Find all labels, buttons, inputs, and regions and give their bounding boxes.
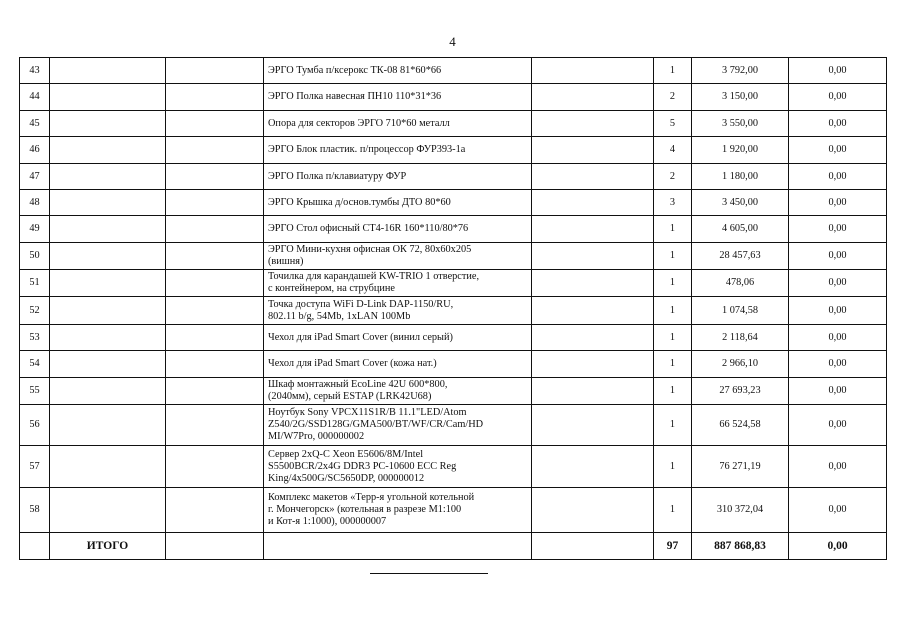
table-row — [20, 164, 887, 190]
empty-cell — [532, 137, 654, 164]
item-residual: 0,00 — [789, 446, 887, 488]
item-quantity: 1 — [654, 351, 692, 378]
item-residual: 0,00 — [789, 58, 887, 84]
total-label: ИТОГО — [50, 533, 166, 560]
table-row — [20, 297, 887, 325]
empty-cell — [532, 488, 654, 533]
empty-cell — [532, 297, 654, 325]
item-residual: 0,00 — [789, 164, 887, 190]
item-sum: 3 150,00 — [692, 84, 789, 111]
item-quantity: 1 — [654, 488, 692, 533]
item-name: Чехол для iPad Smart Cover (винил серый) — [264, 325, 532, 351]
table-row — [20, 488, 887, 533]
total-empty-cell — [20, 533, 50, 560]
empty-cell — [166, 446, 264, 488]
row-number: 43 — [20, 58, 50, 84]
empty-cell — [166, 378, 264, 405]
item-quantity: 1 — [654, 243, 692, 270]
item-name: Комплекс макетов «Терр-я угольной котельной г. Мончегорск» (котельная в разрезе М1:100 и Кот-я 1:1000), 000000007 — [264, 488, 532, 533]
total-residual: 0,00 — [789, 533, 887, 560]
empty-cell — [166, 297, 264, 325]
item-name: ЭРГО Полка п/клавиатуру ФУР — [264, 164, 532, 190]
row-number: 52 — [20, 297, 50, 325]
row-number: 44 — [20, 84, 50, 111]
item-name: ЭРГО Тумба п/ксерокс ТК-08 81*60*66 — [264, 58, 532, 84]
empty-cell — [50, 270, 166, 297]
table-row — [20, 243, 887, 270]
table-row — [20, 378, 887, 405]
item-quantity: 1 — [654, 270, 692, 297]
item-sum: 3 550,00 — [692, 111, 789, 137]
table-row — [20, 270, 887, 297]
item-sum: 1 074,58 — [692, 297, 789, 325]
empty-cell — [532, 325, 654, 351]
empty-cell — [532, 190, 654, 216]
item-residual: 0,00 — [789, 216, 887, 243]
row-number: 50 — [20, 243, 50, 270]
item-sum: 28 457,63 — [692, 243, 789, 270]
table-row — [20, 405, 887, 446]
item-quantity: 4 — [654, 137, 692, 164]
empty-cell — [532, 111, 654, 137]
row-number: 48 — [20, 190, 50, 216]
row-number: 57 — [20, 446, 50, 488]
empty-cell — [166, 111, 264, 137]
item-quantity: 3 — [654, 190, 692, 216]
item-name: Ноутбук Sony VPCX11S1R/B 11.1"LED/Atom Z540/2G/SSD128G/GMA500/BT/WF/CR/Cam/HD MI/W7Pro, 000000002 — [264, 405, 532, 446]
empty-cell — [166, 405, 264, 446]
empty-cell — [50, 164, 166, 190]
item-sum: 3 450,00 — [692, 190, 789, 216]
item-sum: 4 605,00 — [692, 216, 789, 243]
item-name: ЭРГО Полка навесная ПН10 110*31*36 — [264, 84, 532, 111]
empty-cell — [532, 351, 654, 378]
item-residual: 0,00 — [789, 325, 887, 351]
empty-cell — [166, 137, 264, 164]
total-empty-cell — [532, 533, 654, 560]
row-number: 49 — [20, 216, 50, 243]
item-residual: 0,00 — [789, 111, 887, 137]
item-sum: 310 372,04 — [692, 488, 789, 533]
item-residual: 0,00 — [789, 84, 887, 111]
item-quantity: 1 — [654, 58, 692, 84]
item-quantity: 1 — [654, 325, 692, 351]
item-sum: 1 180,00 — [692, 164, 789, 190]
table-row — [20, 58, 887, 84]
table-row — [20, 111, 887, 137]
total-empty-cell — [264, 533, 532, 560]
item-name: Шкаф монтажный EcoLine 42U 600*800, (2040мм), серый ESTAP (LRK42U68) — [264, 378, 532, 405]
empty-cell — [50, 297, 166, 325]
item-quantity: 1 — [654, 216, 692, 243]
total-row — [20, 533, 887, 560]
empty-cell — [166, 190, 264, 216]
item-residual: 0,00 — [789, 351, 887, 378]
item-name: ЭРГО Крышка д/основ.тумбы ДТО 80*60 — [264, 190, 532, 216]
item-name: ЭРГО Блок пластик. п/процессор ФУР393-1а — [264, 137, 532, 164]
empty-cell — [166, 488, 264, 533]
empty-cell — [50, 243, 166, 270]
item-quantity: 2 — [654, 164, 692, 190]
empty-cell — [50, 216, 166, 243]
item-sum: 478,06 — [692, 270, 789, 297]
table-row — [20, 446, 887, 488]
empty-cell — [532, 216, 654, 243]
item-residual: 0,00 — [789, 137, 887, 164]
row-number: 55 — [20, 378, 50, 405]
item-quantity: 1 — [654, 378, 692, 405]
empty-cell — [50, 58, 166, 84]
item-name: Точка доступа WiFi D-Link DAP-1150/RU, 802.11 b/g, 54Mb, 1xLAN 100Mb — [264, 297, 532, 325]
item-sum: 27 693,23 — [692, 378, 789, 405]
empty-cell — [50, 84, 166, 111]
empty-cell — [166, 84, 264, 111]
empty-cell — [50, 446, 166, 488]
row-number: 45 — [20, 111, 50, 137]
row-number: 56 — [20, 405, 50, 446]
item-quantity: 2 — [654, 84, 692, 111]
empty-cell — [50, 488, 166, 533]
empty-cell — [50, 325, 166, 351]
item-quantity: 5 — [654, 111, 692, 137]
table-body — [20, 58, 887, 533]
item-sum: 2 118,64 — [692, 325, 789, 351]
total-sum: 887 868,83 — [692, 533, 789, 560]
empty-cell — [532, 405, 654, 446]
row-number: 46 — [20, 137, 50, 164]
item-residual: 0,00 — [789, 405, 887, 446]
empty-cell — [50, 137, 166, 164]
empty-cell — [50, 378, 166, 405]
empty-cell — [532, 243, 654, 270]
footer-rule — [370, 573, 488, 574]
empty-cell — [166, 325, 264, 351]
item-name: Опора для секторов ЭРГО 710*60 металл — [264, 111, 532, 137]
table-row — [20, 216, 887, 243]
total-empty-cell — [166, 533, 264, 560]
item-quantity: 1 — [654, 405, 692, 446]
item-quantity: 1 — [654, 446, 692, 488]
empty-cell — [50, 190, 166, 216]
item-residual: 0,00 — [789, 378, 887, 405]
empty-cell — [166, 216, 264, 243]
item-name: Чехол для iPad Smart Cover (кожа нат.) — [264, 351, 532, 378]
empty-cell — [166, 58, 264, 84]
item-sum: 3 792,00 — [692, 58, 789, 84]
item-residual: 0,00 — [789, 243, 887, 270]
item-sum: 76 271,19 — [692, 446, 789, 488]
row-number: 53 — [20, 325, 50, 351]
asset-table — [19, 57, 887, 560]
row-number: 58 — [20, 488, 50, 533]
item-name: ЭРГО Мини-кухня офисная ОК 72, 80х60х205 (вишня) — [264, 243, 532, 270]
item-residual: 0,00 — [789, 488, 887, 533]
row-number: 47 — [20, 164, 50, 190]
empty-cell — [532, 446, 654, 488]
item-name: Сервер 2xQ-C Xeon E5606/8M/Intel S5500BCR/2x4G DDR3 PC-10600 ECC Reg King/4x500G/SC5650DP, 000000012 — [264, 446, 532, 488]
empty-cell — [166, 243, 264, 270]
item-sum: 2 966,10 — [692, 351, 789, 378]
empty-cell — [166, 164, 264, 190]
item-name: ЭРГО Стол офисный СТ4-16R 160*110/80*76 — [264, 216, 532, 243]
row-number: 51 — [20, 270, 50, 297]
empty-cell — [50, 111, 166, 137]
total-quantity: 97 — [654, 533, 692, 560]
table-row — [20, 351, 887, 378]
empty-cell — [166, 351, 264, 378]
item-sum: 66 524,58 — [692, 405, 789, 446]
item-sum: 1 920,00 — [692, 137, 789, 164]
item-name: Точилка для карандашей KW-TRIO 1 отверстие, с контейнером, на струбцине — [264, 270, 532, 297]
page-number: 4 — [449, 34, 456, 49]
table-row — [20, 84, 887, 111]
row-number: 54 — [20, 351, 50, 378]
empty-cell — [50, 405, 166, 446]
empty-cell — [532, 378, 654, 405]
item-quantity: 1 — [654, 297, 692, 325]
empty-cell — [166, 270, 264, 297]
item-residual: 0,00 — [789, 190, 887, 216]
empty-cell — [532, 164, 654, 190]
table-row — [20, 325, 887, 351]
empty-cell — [50, 351, 166, 378]
empty-cell — [532, 58, 654, 84]
empty-cell — [532, 270, 654, 297]
item-residual: 0,00 — [789, 297, 887, 325]
empty-cell — [532, 84, 654, 111]
table-row — [20, 190, 887, 216]
table-row — [20, 137, 887, 164]
item-residual: 0,00 — [789, 270, 887, 297]
